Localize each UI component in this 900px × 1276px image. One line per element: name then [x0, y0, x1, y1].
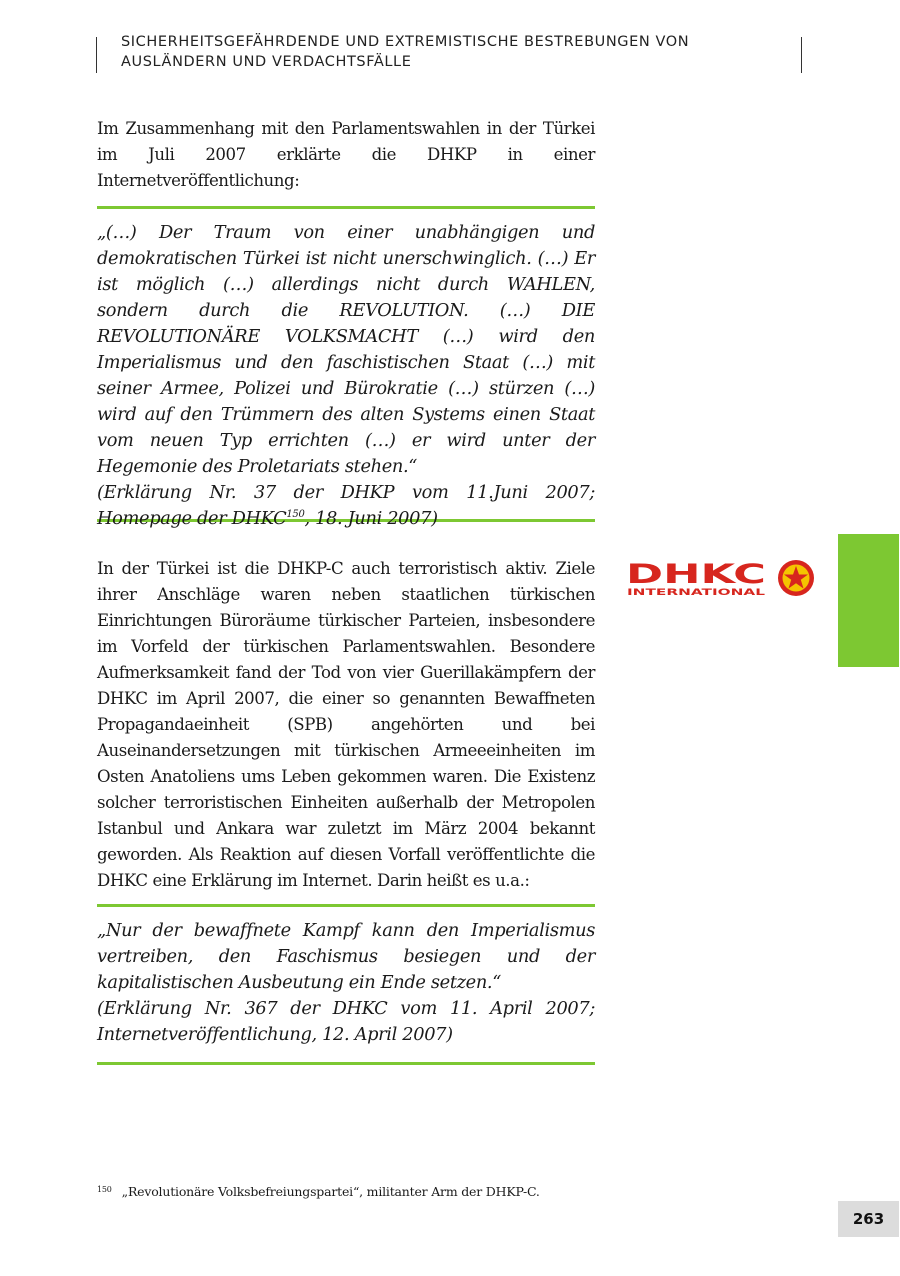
quote-1-text: „(…) Der Traum von einer unabhängigen und demokratischen Türkei ist nicht unerschwinglich. (…) Er ist möglich (…) allerdings nicht durch WAHLEN, sondern durch die REVOLUTION. (…) DIE REVOLUTIONÄRE VOLKSMACHT (…) wird den Imperialismus und den faschistischen Staat (…) mit seiner Armee, Polizei und Bürokratie (…) stürzen (…) wird auf den Trümmern des alten Systems einen Staat vom neuen Typ errichten (…) er wird unter der Hegemonie des Proletariats stehen.“	[97, 222, 595, 477]
page-number: 263	[838, 1201, 899, 1237]
red-star-emblem-icon	[778, 560, 814, 596]
footnote-text: „Revolutionäre Volksbefreiungspartei“, militanter Arm der DHKP-C.	[121, 1184, 540, 1199]
quote-box-2	[97, 904, 595, 1065]
footnote-ref-150[interactable]: 150	[286, 509, 305, 521]
quote-1-source	[97, 480, 595, 532]
quote-2-source: (Erklärung Nr. 367 der DHKC vom 11. April 2007; Internetveröffentlichung, 12. April 2007)	[97, 998, 595, 1045]
quote-box-1	[97, 206, 595, 529]
header-rule-right	[801, 37, 802, 73]
header-rule-left	[96, 37, 97, 73]
footnote-number: 150	[97, 1185, 112, 1194]
logo-subtitle: INTERNATIONAL	[627, 588, 766, 598]
body-paragraph-2: In der Türkei ist die DHKP-C auch terroristisch aktiv. Ziele ihrer Anschläge waren neben staatlichen türkischen Einrichtungen Büroräume türkischer Parteien, insbesondere im Vorfeld der türkischen Parlamentswahlen. Besondere Aufmerksamkeit fand der Tod von vier Guerillakämpfern der DHKC im April 2007, die einer so genannten Bewaffneten Propagandaeinheit (SPB) angehörten und bei Auseinandersetzungen mit türkischen Armeeeinheiten im Osten Anatoliens ums Leben gekommen waren. Die Existenz solcher terroristischen Einheiten außerhalb der Metropolen Istanbul und Ankara war zuletzt im März 2004 bekannt geworden. Als Reaktion auf diesen Vorfall veröffentlichte die DHKC eine Erklärung im Internet. Darin heißt es u.a.:	[97, 559, 595, 890]
running-header-line-2: AUSLÄNDERN UND VERDACHTSFÄLLE	[121, 54, 412, 70]
running-header-line-1: SICHERHEITSGEFÄHRDENDE UND EXTREMISTISCHE BESTREBUNGEN VON	[121, 34, 690, 50]
chapter-side-tab	[838, 534, 899, 667]
dhkc-international-logo	[624, 558, 816, 600]
quote-1-source-start: (Erklärung Nr. 37 der DHKP vom 11.Juni 2007; Homepage der DHKC	[97, 482, 595, 529]
footnote-150	[97, 1183, 597, 1201]
logo-wordmark: DHKC	[626, 559, 766, 590]
quote-2-text: „Nur der bewaffnete Kampf kann den Imperialismus vertreiben, den Faschismus besiegen und der kapitalistischen Ausbeutung ein Ende setzen.“	[97, 920, 595, 993]
dhkc-logo-graphic	[624, 558, 816, 600]
quote-1-source-end: , 18. Juni 2007)	[304, 508, 438, 529]
running-header	[121, 32, 721, 72]
intro-paragraph: Im Zusammenhang mit den Parlamentswahlen in der Türkei im Juli 2007 erklärte die DHKP in einer Internetveröffentlichung:	[97, 119, 595, 190]
